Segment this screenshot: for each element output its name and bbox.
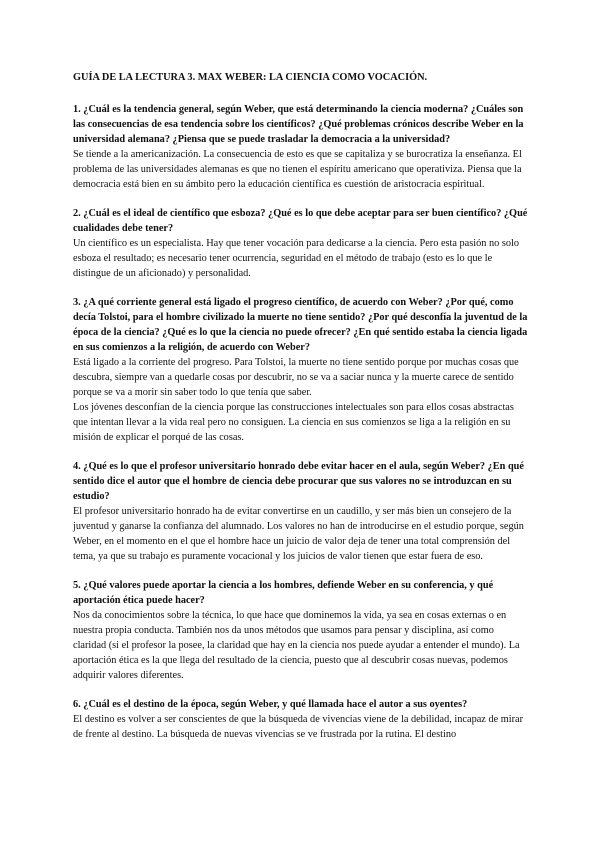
answer-3a: Está ligado a la corriente del progreso. Para Tolstoi, la muerte no tiene sentido porque por muchas cosas que descubra, siempre van a quedarle cosas por descubrir, no se va a saciar nunca y la muerte carece de sentido porque se va a morir sin saber todo lo que tenía que saber. <box>73 357 519 398</box>
section-2 <box>73 206 528 281</box>
question-5: 5. ¿Qué valores puede aportar la ciencia a los hombres, defiende Weber en su conferencia, y qué aportación ética puede hacer? <box>73 580 494 606</box>
answer-5: Nos da conocimientos sobre la técnica, lo que hace que dominemos la vida, ya sea en cosas externas o en nuestra propia conducta. También nos da unos métodos que usamos para pensar y disciplina, así como claridad (si el profesor la posee, la claridad que hay en la ciencia nos puede ayudar a entender el mundo). La aportación ética es la que llega del resultado de la ciencia, puesto que al descubrir cosas nuevas, podemos adquirir valores diferentes. <box>73 610 520 681</box>
question-3: 3. ¿A qué corriente general está ligado el progreso científico, de acuerdo con Weber? ¿Por qué, como decía Tolstoi, para el hombre civilizado la muerte no tiene sentido? ¿Por qué desconfía la juventud de la época de la ciencia? ¿Qué es lo que la ciencia no puede ofrecer? ¿En qué sentido estaba la ciencia ligada en sus comienzos a la religión, de acuerdo con Weber? <box>73 297 528 353</box>
section-6 <box>73 697 528 742</box>
question-2: 2. ¿Cuál es el ideal de científico que esboza? ¿Qué es lo que debe aceptar para ser buen científico? ¿Qué cualidades debe tener? <box>73 208 528 234</box>
section-3 <box>73 295 528 445</box>
section-5 <box>73 578 528 683</box>
answer-2: Un científico es un especialista. Hay que tener vocación para dedicarse a la ciencia. Pero esta pasión no solo esboza el resultado; es necesario tener ocurrencia, seguridad en el método de trabajo (esto es lo que le distingue de un aficionado) y personalidad. <box>73 238 520 279</box>
question-4: 4. ¿Qué es lo que el profesor universitario honrado debe evitar hacer en el aula, según Weber? ¿En qué sentido dice el autor que el hombre de ciencia debe procurar que sus valores no se introduzcan en su estudio? <box>73 461 524 502</box>
question-1: 1. ¿Cuál es la tendencia general, según Weber, que está determinando la ciencia moderna? ¿Cuáles son las consecuencias de esa tendencia sobre los científicos? ¿Qué problemas crónicos describe Weber en la universidad alemana? ¿Piensa que se puede trasladar la democracia a la universidad? <box>73 104 524 145</box>
answer-4: El profesor universitario honrado ha de evitar convertirse en un caudillo, y ser más bien un consejero de la juventud y ganarse la confianza del alumnado. Los valores no han de introducirse en el estudio porque, según Weber, en el momento en el que el hombre hace un juicio de valor deja de tener una total comprensión del tema, ya que su trabajo es puramente vocacional y los juicios de valor tienen que estar fuera de eso. <box>73 506 524 562</box>
document-body <box>73 70 528 756</box>
document-title: GUÍA DE LA LECTURA 3. MAX WEBER: LA CIENCIA COMO VOCACIÓN. <box>73 72 428 83</box>
answer-6: El destino es volver a ser conscientes de que la búsqueda de vivencias viene de la debilidad, incapaz de mirar de frente al destino. La búsqueda de nuevas vivencias se ve frustrada por la rutina. El destino <box>73 714 524 740</box>
question-6: 6. ¿Cuál es el destino de la época, según Weber, y qué llamada hace el autor a sus oyentes? <box>73 699 468 710</box>
section-4 <box>73 459 528 564</box>
answer-1: Se tiende a la americanización. La consecuencia de esto es que se capitaliza y se burocratiza la enseñanza. El problema de las universidades alemanas es que no tienen el espíritu americano que operativiza. Piensa que la democracia está bien en su ámbito pero la educación científica es cuestión de aristocracia espiritual. <box>73 149 522 190</box>
section-1 <box>73 102 528 192</box>
answer-3b: Los jóvenes desconfían de la ciencia porque las construcciones intelectuales son para ellos cosas abstractas que intentan llevar a la vida real pero no consiguen. La ciencia en sus comienzos se liga a la religión en su misión de explicar el porqué de las cosas. <box>73 402 514 443</box>
